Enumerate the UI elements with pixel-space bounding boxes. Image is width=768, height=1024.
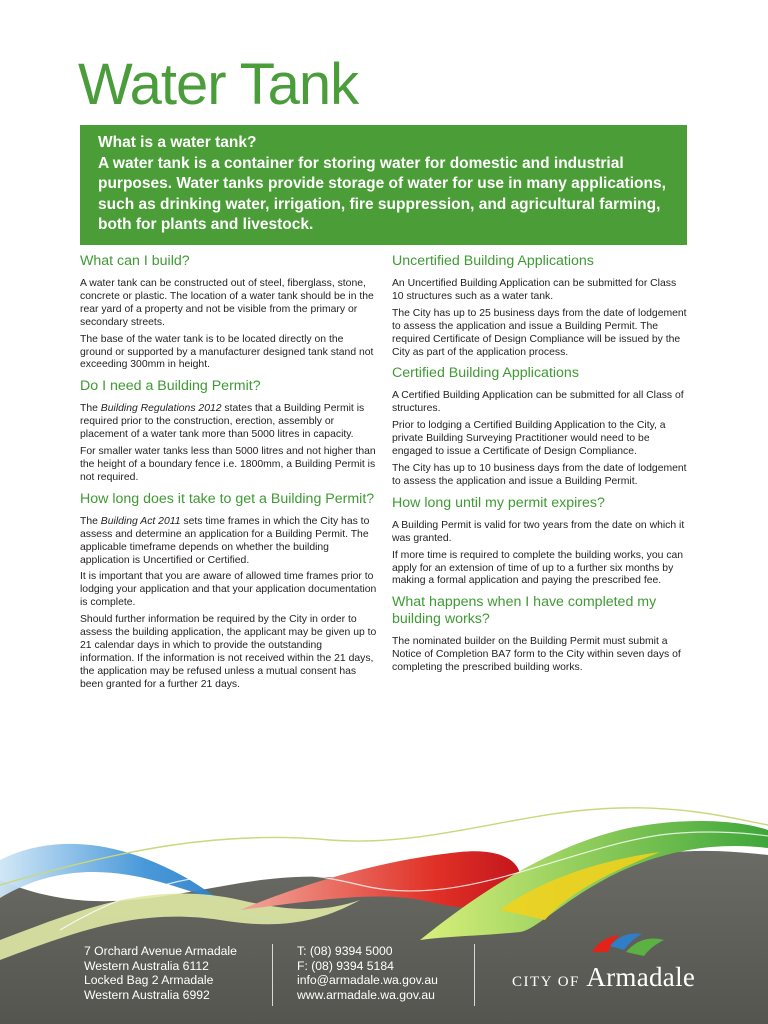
paragraph: The Building Act 2011 sets time frames in which the City has to assess and determine an application for a Building Permit. The applicable timeframe depends on whether the building application is Uncertified or Certified.: [80, 515, 370, 566]
intro-question: What is a water tank?: [98, 134, 257, 151]
regulation-title: Building Regulations 2012: [100, 403, 222, 415]
paragraph: A Building Permit is valid for two years from the date on which it was granted.: [392, 519, 685, 544]
paragraph: A water tank can be constructed out of steel, fiberglass, stone, concrete or plastic. The location of a water tank should be in the rear yard of a property and not be visible from the primary or secondary streets.: [80, 278, 374, 328]
footer-fax: F: (08) 9394 5184: [297, 958, 394, 973]
footer-divider: [272, 944, 273, 1006]
paragraph: A Certified Building Application can be submitted for all Class of structures.: [392, 390, 684, 415]
right-column: [392, 253, 689, 679]
paragraph: The City has up to 25 business days from the date of lodgement to assess the application and issue a Building Permit. The required Certificate of Design Compliance will be issued by the City as part of the application process.: [392, 307, 687, 358]
heading-what-can-i-build: What can I build?: [80, 253, 190, 269]
paragraph: The base of the water tank is to be located directly on the ground or supported by a manufacturer designed tank stand not exceeding 300mm in height.: [80, 333, 374, 371]
footer-email-link[interactable]: info@armadale.wa.gov.au: [297, 973, 438, 988]
heading-permit-expiry: How long until my permit expires?: [392, 494, 605, 511]
paragraph: Should further information be required by the City in order to assess the building application, the applicant may be given up to 21 calendar days in which to provide the outstanding information. If the information is not received within the 21 days, the application may be refused unless a mutual consent has been granted for a further 21 days.: [80, 614, 377, 690]
footer-phone: T: (08) 9394 5000: [297, 944, 393, 958]
left-column: [80, 253, 377, 696]
footer: [0, 930, 768, 1024]
act-title: Building Act 2011: [100, 515, 181, 527]
footer-address: 7 Orchard Avenue Armadale Western Australia 6112 Locked Bag 2 Armadale Western Australia 6992: [84, 944, 237, 1002]
heading-uncertified: Uncertified Building Applications: [392, 253, 594, 269]
paragraph: An Uncertified Building Application can be submitted for Class 10 structures such as a water tank.: [392, 278, 677, 302]
paragraph: The City has up to 10 business days from the date of lodgement to assess the application and issue a Building Permit.: [392, 462, 687, 487]
city-of-armadale-logo: CITY OF Armadale: [512, 962, 696, 992]
heading-how-long: How long does it take to get a Building Permit?: [80, 490, 375, 507]
paragraph: Prior to lodging a Certified Building Application to the City, a private Building Surveying Practitioner would need to be engaged to issue a Certificate of Design Compliance.: [392, 420, 666, 458]
page-title: Water Tank: [78, 52, 359, 117]
paragraph: The nominated builder on the Building Permit must submit a Notice of Completion BA7 form to the City within seven days of completing the prescribed building works.: [392, 636, 681, 674]
heading-need-permit: Do I need a Building Permit?: [80, 378, 261, 395]
footer-web-link[interactable]: www.armadale.wa.gov.au: [297, 987, 435, 1002]
heading-completed-works: What happens when I have completed my building works?: [392, 594, 657, 628]
heading-certified: Certified Building Applications: [392, 365, 579, 382]
paragraph: The Building Regulations 2012 states that a Building Permit is required prior to the construction, erection, assembly or placement of a water tank more than 5000 litres in capacity.: [80, 403, 365, 441]
intro-answer: A water tank is a container for storing water for domestic and industrial purposes. Water tanks provide storage of water for use in many applications, such as drinking water, irrigation, fire suppression, and agricultural farming, both for plants and livestock.: [98, 154, 666, 234]
intro-box: [80, 125, 687, 245]
footer-divider: [474, 944, 475, 1006]
footer-contact: [297, 944, 438, 1002]
paragraph: For smaller water tanks less than 5000 litres and not higher than the height of a boundary fence i.e. 1800mm, a Building Permit is not required.: [80, 446, 376, 483]
paragraph: It is important that you are aware of allowed time frames prior to lodging your application and that your application documentation is complete.: [80, 571, 377, 609]
paragraph: If more time is required to complete the building works, you can apply for an extension of time of up to a further six months by making a formal application and paying the prescribed fee.: [392, 549, 684, 587]
